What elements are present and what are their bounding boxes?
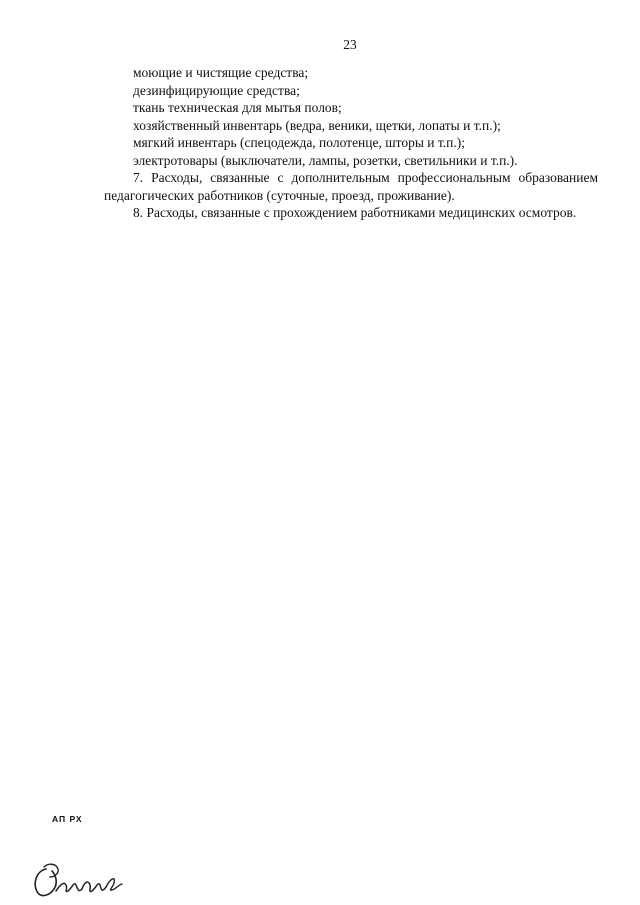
list-item: электротовары (выключатели, лампы, розетки, светильники и т.п.). bbox=[133, 152, 518, 168]
footer-code: АП РХ bbox=[52, 814, 83, 824]
paragraph-item-7: 7. Расходы, связанные с дополнительным профессиональным образованием педагогических работников (суточные, проезд, проживание). bbox=[104, 170, 598, 203]
paragraph-item-8: 8. Расходы, связанные с прохождением работниками медицинских осмотров. bbox=[133, 205, 577, 220]
list-item: ткань техническая для мытья полов; bbox=[133, 100, 342, 115]
list-item: дезинфицирующие средства; bbox=[133, 82, 300, 98]
list-item: хозяйственный инвентарь (ведра, веники, щетки, лопаты и т.п.); bbox=[133, 117, 501, 133]
handwritten-signature bbox=[28, 855, 124, 901]
page-number: 23 bbox=[343, 37, 357, 52]
list-item: мягкий инвентарь (спецодежда, полотенце, шторы и т.п.); bbox=[133, 135, 466, 150]
list-item: моющие и чистящие средства; bbox=[133, 65, 309, 80]
document-body bbox=[104, 64, 598, 222]
